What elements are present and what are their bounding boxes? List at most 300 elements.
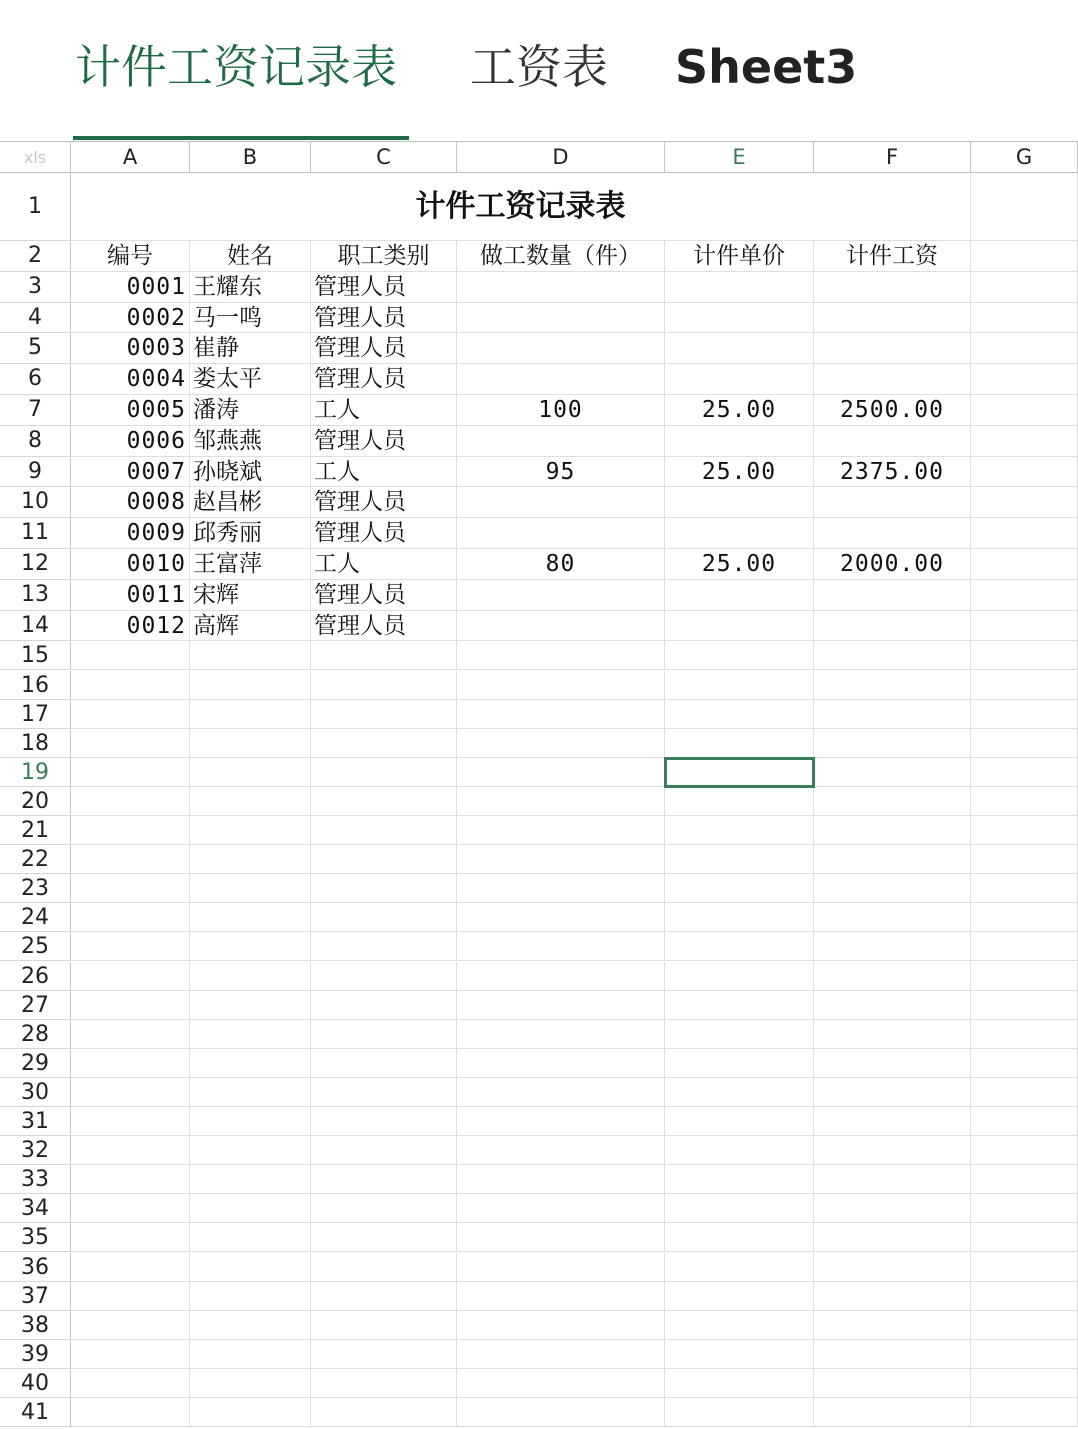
cell-g28[interactable] bbox=[971, 1020, 1078, 1049]
cell-e29[interactable] bbox=[665, 1049, 814, 1078]
row-header-28[interactable]: 28 bbox=[0, 1020, 71, 1049]
cell-d11[interactable] bbox=[457, 518, 665, 549]
cell-e11[interactable] bbox=[665, 518, 814, 549]
cell-g23[interactable] bbox=[971, 874, 1078, 903]
cell-c5[interactable]: 管理人员 bbox=[311, 333, 457, 364]
cell-b39[interactable] bbox=[190, 1340, 311, 1369]
cell-f35[interactable] bbox=[814, 1223, 971, 1252]
cell-g18[interactable] bbox=[971, 729, 1078, 758]
cell-f39[interactable] bbox=[814, 1340, 971, 1369]
row-header-15[interactable]: 15 bbox=[0, 641, 71, 670]
cell-c39[interactable] bbox=[311, 1340, 457, 1369]
cell-b35[interactable] bbox=[190, 1223, 311, 1252]
cell-g11[interactable] bbox=[971, 518, 1078, 549]
cell-a16[interactable] bbox=[71, 671, 190, 700]
cell-e39[interactable] bbox=[665, 1340, 814, 1369]
tab-sheet-2[interactable]: 工资表 bbox=[470, 40, 608, 94]
cell-a37[interactable] bbox=[71, 1282, 190, 1311]
cell-d27[interactable] bbox=[457, 991, 665, 1020]
cell-d28[interactable] bbox=[457, 1020, 665, 1049]
column-header-c[interactable]: C bbox=[311, 142, 457, 173]
cell-d25[interactable] bbox=[457, 932, 665, 961]
cell-d33[interactable] bbox=[457, 1165, 665, 1194]
cell-g5[interactable] bbox=[971, 333, 1078, 364]
cell-f36[interactable] bbox=[814, 1253, 971, 1282]
cell-e17[interactable] bbox=[665, 700, 814, 729]
tab-sheet-1[interactable]: 计件工资记录表 bbox=[75, 40, 397, 94]
cell-b12[interactable]: 王富萍 bbox=[190, 549, 311, 580]
cell-d30[interactable] bbox=[457, 1078, 665, 1107]
cell-e15[interactable] bbox=[665, 641, 814, 670]
cell-c15[interactable] bbox=[311, 641, 457, 670]
cell-a38[interactable] bbox=[71, 1311, 190, 1340]
cell-c14[interactable]: 管理人员 bbox=[311, 611, 457, 642]
cell-a31[interactable] bbox=[71, 1107, 190, 1136]
cell-e27[interactable] bbox=[665, 991, 814, 1020]
cell-d21[interactable] bbox=[457, 816, 665, 845]
cell-c27[interactable] bbox=[311, 991, 457, 1020]
cell-f28[interactable] bbox=[814, 1020, 971, 1049]
cell-g10[interactable] bbox=[971, 487, 1078, 518]
cell-c10[interactable]: 管理人员 bbox=[311, 487, 457, 518]
cell-c24[interactable] bbox=[311, 903, 457, 932]
cell-g1[interactable] bbox=[971, 173, 1078, 241]
cell-g3[interactable] bbox=[971, 272, 1078, 303]
cell-d7[interactable]: 100 bbox=[457, 395, 665, 426]
cell-d37[interactable] bbox=[457, 1282, 665, 1311]
cell-a40[interactable] bbox=[71, 1369, 190, 1398]
cell-f38[interactable] bbox=[814, 1311, 971, 1340]
row-header-1[interactable]: 1 bbox=[0, 173, 71, 241]
cell-b41[interactable] bbox=[190, 1398, 311, 1427]
row-header-33[interactable]: 33 bbox=[0, 1165, 71, 1194]
cell-e21[interactable] bbox=[665, 816, 814, 845]
cell-b31[interactable] bbox=[190, 1107, 311, 1136]
cell-g25[interactable] bbox=[971, 932, 1078, 961]
cell-a26[interactable] bbox=[71, 962, 190, 991]
cell-b17[interactable] bbox=[190, 700, 311, 729]
cell-g33[interactable] bbox=[971, 1165, 1078, 1194]
cell-a8[interactable]: 0006 bbox=[71, 426, 190, 457]
cell-f32[interactable] bbox=[814, 1136, 971, 1165]
cell-a19[interactable] bbox=[71, 758, 190, 787]
cell-f30[interactable] bbox=[814, 1078, 971, 1107]
cell-f8[interactable] bbox=[814, 426, 971, 457]
cell-e6[interactable] bbox=[665, 364, 814, 395]
cell-e7[interactable]: 25.00 bbox=[665, 395, 814, 426]
cell-f23[interactable] bbox=[814, 874, 971, 903]
cell-a11[interactable]: 0009 bbox=[71, 518, 190, 549]
row-header-24[interactable]: 24 bbox=[0, 903, 71, 932]
cell-c6[interactable]: 管理人员 bbox=[311, 364, 457, 395]
cell-f7[interactable]: 2500.00 bbox=[814, 395, 971, 426]
row-header-11[interactable]: 11 bbox=[0, 518, 71, 549]
cell-d19[interactable] bbox=[457, 758, 665, 787]
cell-g14[interactable] bbox=[971, 611, 1078, 642]
cell-a18[interactable] bbox=[71, 729, 190, 758]
cell-c19[interactable] bbox=[311, 758, 457, 787]
cell-a24[interactable] bbox=[71, 903, 190, 932]
cell-a4[interactable]: 0002 bbox=[71, 303, 190, 334]
cell-b5[interactable]: 崔静 bbox=[190, 333, 311, 364]
row-header-26[interactable]: 26 bbox=[0, 962, 71, 991]
cell-b34[interactable] bbox=[190, 1194, 311, 1223]
cell-a6[interactable]: 0004 bbox=[71, 364, 190, 395]
cell-c9[interactable]: 工人 bbox=[311, 457, 457, 488]
cell-c12[interactable]: 工人 bbox=[311, 549, 457, 580]
cell-f24[interactable] bbox=[814, 903, 971, 932]
cell-b28[interactable] bbox=[190, 1020, 311, 1049]
cell-c38[interactable] bbox=[311, 1311, 457, 1340]
cell-g29[interactable] bbox=[971, 1049, 1078, 1078]
cell-a7[interactable]: 0005 bbox=[71, 395, 190, 426]
cell-a21[interactable] bbox=[71, 816, 190, 845]
cell-g20[interactable] bbox=[971, 787, 1078, 816]
cell-c3[interactable]: 管理人员 bbox=[311, 272, 457, 303]
cell-c22[interactable] bbox=[311, 845, 457, 874]
cell-g40[interactable] bbox=[971, 1369, 1078, 1398]
cell-f15[interactable] bbox=[814, 641, 971, 670]
cell-g41[interactable] bbox=[971, 1398, 1078, 1427]
cell-c29[interactable] bbox=[311, 1049, 457, 1078]
cell-a41[interactable] bbox=[71, 1398, 190, 1427]
cell-g39[interactable] bbox=[971, 1340, 1078, 1369]
cell-a32[interactable] bbox=[71, 1136, 190, 1165]
cell-a20[interactable] bbox=[71, 787, 190, 816]
cell-c16[interactable] bbox=[311, 671, 457, 700]
cell-e23[interactable] bbox=[665, 874, 814, 903]
cell-a13[interactable]: 0011 bbox=[71, 580, 190, 611]
cell-f34[interactable] bbox=[814, 1194, 971, 1223]
cell-d12[interactable]: 80 bbox=[457, 549, 665, 580]
header-cell-b[interactable]: 姓名 bbox=[190, 241, 311, 272]
row-header-21[interactable]: 21 bbox=[0, 816, 71, 845]
cell-b3[interactable]: 王耀东 bbox=[190, 272, 311, 303]
cell-c23[interactable] bbox=[311, 874, 457, 903]
row-header-35[interactable]: 35 bbox=[0, 1223, 71, 1252]
cell-c34[interactable] bbox=[311, 1194, 457, 1223]
cell-a27[interactable] bbox=[71, 991, 190, 1020]
cell-d6[interactable] bbox=[457, 364, 665, 395]
active-cell-selection[interactable] bbox=[664, 757, 815, 788]
cell-f10[interactable] bbox=[814, 487, 971, 518]
cell-d31[interactable] bbox=[457, 1107, 665, 1136]
cell-g34[interactable] bbox=[971, 1194, 1078, 1223]
row-header-7[interactable]: 7 bbox=[0, 395, 71, 426]
cell-f17[interactable] bbox=[814, 700, 971, 729]
cell-d5[interactable] bbox=[457, 333, 665, 364]
cell-c8[interactable]: 管理人员 bbox=[311, 426, 457, 457]
cell-f40[interactable] bbox=[814, 1369, 971, 1398]
cell-e18[interactable] bbox=[665, 729, 814, 758]
cell-e22[interactable] bbox=[665, 845, 814, 874]
cell-a23[interactable] bbox=[71, 874, 190, 903]
cell-d10[interactable] bbox=[457, 487, 665, 518]
cell-e25[interactable] bbox=[665, 932, 814, 961]
cell-f33[interactable] bbox=[814, 1165, 971, 1194]
cell-a34[interactable] bbox=[71, 1194, 190, 1223]
header-cell-e[interactable]: 计件单价 bbox=[665, 241, 814, 272]
cell-g35[interactable] bbox=[971, 1223, 1078, 1252]
row-header-2[interactable]: 2 bbox=[0, 241, 71, 272]
cell-c11[interactable]: 管理人员 bbox=[311, 518, 457, 549]
cell-b11[interactable]: 邱秀丽 bbox=[190, 518, 311, 549]
cell-e26[interactable] bbox=[665, 962, 814, 991]
row-header-39[interactable]: 39 bbox=[0, 1340, 71, 1369]
cell-a9[interactable]: 0007 bbox=[71, 457, 190, 488]
cell-e24[interactable] bbox=[665, 903, 814, 932]
row-header-23[interactable]: 23 bbox=[0, 874, 71, 903]
cell-c35[interactable] bbox=[311, 1223, 457, 1252]
column-header-g[interactable]: G bbox=[971, 142, 1078, 173]
cell-a33[interactable] bbox=[71, 1165, 190, 1194]
cell-e4[interactable] bbox=[665, 303, 814, 334]
cell-b8[interactable]: 邹燕燕 bbox=[190, 426, 311, 457]
cell-e16[interactable] bbox=[665, 671, 814, 700]
cell-e13[interactable] bbox=[665, 580, 814, 611]
row-header-22[interactable]: 22 bbox=[0, 845, 71, 874]
cell-d13[interactable] bbox=[457, 580, 665, 611]
cell-g17[interactable] bbox=[971, 700, 1078, 729]
row-header-16[interactable]: 16 bbox=[0, 671, 71, 700]
cell-c37[interactable] bbox=[311, 1282, 457, 1311]
cell-d17[interactable] bbox=[457, 700, 665, 729]
cell-d26[interactable] bbox=[457, 962, 665, 991]
cell-g27[interactable] bbox=[971, 991, 1078, 1020]
cell-b18[interactable] bbox=[190, 729, 311, 758]
cell-g31[interactable] bbox=[971, 1107, 1078, 1136]
cell-c7[interactable]: 工人 bbox=[311, 395, 457, 426]
row-header-10[interactable]: 10 bbox=[0, 487, 71, 518]
cell-f26[interactable] bbox=[814, 962, 971, 991]
row-header-41[interactable]: 41 bbox=[0, 1398, 71, 1427]
cell-d18[interactable] bbox=[457, 729, 665, 758]
cell-a39[interactable] bbox=[71, 1340, 190, 1369]
cell-c13[interactable]: 管理人员 bbox=[311, 580, 457, 611]
cell-f21[interactable] bbox=[814, 816, 971, 845]
cell-b29[interactable] bbox=[190, 1049, 311, 1078]
cell-f25[interactable] bbox=[814, 932, 971, 961]
cell-c31[interactable] bbox=[311, 1107, 457, 1136]
cell-d9[interactable]: 95 bbox=[457, 457, 665, 488]
cell-d41[interactable] bbox=[457, 1398, 665, 1427]
row-header-29[interactable]: 29 bbox=[0, 1049, 71, 1078]
row-header-5[interactable]: 5 bbox=[0, 333, 71, 364]
cell-e3[interactable] bbox=[665, 272, 814, 303]
sheet-title-cell[interactable]: 计件工资记录表 bbox=[71, 173, 971, 241]
row-header-20[interactable]: 20 bbox=[0, 787, 71, 816]
cell-c41[interactable] bbox=[311, 1398, 457, 1427]
cell-e35[interactable] bbox=[665, 1223, 814, 1252]
cell-b6[interactable]: 娄太平 bbox=[190, 364, 311, 395]
cell-g21[interactable] bbox=[971, 816, 1078, 845]
cell-f6[interactable] bbox=[814, 364, 971, 395]
cell-g13[interactable] bbox=[971, 580, 1078, 611]
cell-c4[interactable]: 管理人员 bbox=[311, 303, 457, 334]
cell-f3[interactable] bbox=[814, 272, 971, 303]
cell-g9[interactable] bbox=[971, 457, 1078, 488]
column-header-e[interactable]: E bbox=[665, 142, 814, 173]
cell-e36[interactable] bbox=[665, 1253, 814, 1282]
row-header-31[interactable]: 31 bbox=[0, 1107, 71, 1136]
header-cell-d[interactable]: 做工数量（件） bbox=[457, 241, 665, 272]
cell-f12[interactable]: 2000.00 bbox=[814, 549, 971, 580]
row-header-9[interactable]: 9 bbox=[0, 457, 71, 488]
cell-d29[interactable] bbox=[457, 1049, 665, 1078]
cell-c20[interactable] bbox=[311, 787, 457, 816]
cell-g19[interactable] bbox=[971, 758, 1078, 787]
row-header-14[interactable]: 14 bbox=[0, 611, 71, 642]
cell-b22[interactable] bbox=[190, 845, 311, 874]
row-header-40[interactable]: 40 bbox=[0, 1369, 71, 1398]
cell-d36[interactable] bbox=[457, 1253, 665, 1282]
cell-c18[interactable] bbox=[311, 729, 457, 758]
cell-d34[interactable] bbox=[457, 1194, 665, 1223]
cell-e14[interactable] bbox=[665, 611, 814, 642]
row-header-27[interactable]: 27 bbox=[0, 991, 71, 1020]
cell-c40[interactable] bbox=[311, 1369, 457, 1398]
cell-d24[interactable] bbox=[457, 903, 665, 932]
cell-g15[interactable] bbox=[971, 641, 1078, 670]
cell-g22[interactable] bbox=[971, 845, 1078, 874]
cell-b20[interactable] bbox=[190, 787, 311, 816]
cell-e41[interactable] bbox=[665, 1398, 814, 1427]
cell-g24[interactable] bbox=[971, 903, 1078, 932]
cell-c17[interactable] bbox=[311, 700, 457, 729]
cell-a3[interactable]: 0001 bbox=[71, 272, 190, 303]
cell-g16[interactable] bbox=[971, 671, 1078, 700]
cell-f22[interactable] bbox=[814, 845, 971, 874]
cell-a17[interactable] bbox=[71, 700, 190, 729]
cell-a10[interactable]: 0008 bbox=[71, 487, 190, 518]
row-header-30[interactable]: 30 bbox=[0, 1078, 71, 1107]
cell-e10[interactable] bbox=[665, 487, 814, 518]
header-cell-a[interactable]: 编号 bbox=[71, 241, 190, 272]
cell-d4[interactable] bbox=[457, 303, 665, 334]
cell-d23[interactable] bbox=[457, 874, 665, 903]
cell-d38[interactable] bbox=[457, 1311, 665, 1340]
cell-c33[interactable] bbox=[311, 1165, 457, 1194]
cell-c26[interactable] bbox=[311, 962, 457, 991]
cell-e12[interactable]: 25.00 bbox=[665, 549, 814, 580]
cell-a12[interactable]: 0010 bbox=[71, 549, 190, 580]
cell-f11[interactable] bbox=[814, 518, 971, 549]
cell-f27[interactable] bbox=[814, 991, 971, 1020]
cell-b13[interactable]: 宋辉 bbox=[190, 580, 311, 611]
cell-b38[interactable] bbox=[190, 1311, 311, 1340]
cell-f13[interactable] bbox=[814, 580, 971, 611]
cell-g32[interactable] bbox=[971, 1136, 1078, 1165]
tab-sheet-3[interactable]: Sheet3 bbox=[675, 40, 858, 94]
column-header-b[interactable]: B bbox=[190, 142, 311, 173]
cell-d15[interactable] bbox=[457, 641, 665, 670]
cell-e30[interactable] bbox=[665, 1078, 814, 1107]
cell-f4[interactable] bbox=[814, 303, 971, 334]
column-header-a[interactable]: A bbox=[71, 142, 190, 173]
cell-b10[interactable]: 赵昌彬 bbox=[190, 487, 311, 518]
cell-e20[interactable] bbox=[665, 787, 814, 816]
cell-f19[interactable] bbox=[814, 758, 971, 787]
cell-g7[interactable] bbox=[971, 395, 1078, 426]
cell-f14[interactable] bbox=[814, 611, 971, 642]
column-header-f[interactable]: F bbox=[814, 142, 971, 173]
cell-b23[interactable] bbox=[190, 874, 311, 903]
cell-b26[interactable] bbox=[190, 962, 311, 991]
cell-g12[interactable] bbox=[971, 549, 1078, 580]
cell-b25[interactable] bbox=[190, 932, 311, 961]
cell-e38[interactable] bbox=[665, 1311, 814, 1340]
header-cell-c[interactable]: 职工类别 bbox=[311, 241, 457, 272]
cell-g8[interactable] bbox=[971, 426, 1078, 457]
cell-e34[interactable] bbox=[665, 1194, 814, 1223]
cell-c28[interactable] bbox=[311, 1020, 457, 1049]
row-header-34[interactable]: 34 bbox=[0, 1194, 71, 1223]
row-header-6[interactable]: 6 bbox=[0, 364, 71, 395]
row-header-32[interactable]: 32 bbox=[0, 1136, 71, 1165]
header-cell-f[interactable]: 计件工资 bbox=[814, 241, 971, 272]
cell-c25[interactable] bbox=[311, 932, 457, 961]
cell-d16[interactable] bbox=[457, 671, 665, 700]
row-header-36[interactable]: 36 bbox=[0, 1253, 71, 1282]
cell-c30[interactable] bbox=[311, 1078, 457, 1107]
cell-d35[interactable] bbox=[457, 1223, 665, 1252]
cell-g4[interactable] bbox=[971, 303, 1078, 334]
cell-b24[interactable] bbox=[190, 903, 311, 932]
cell-b33[interactable] bbox=[190, 1165, 311, 1194]
cell-a25[interactable] bbox=[71, 932, 190, 961]
cell-c36[interactable] bbox=[311, 1253, 457, 1282]
cell-e28[interactable] bbox=[665, 1020, 814, 1049]
cell-a28[interactable] bbox=[71, 1020, 190, 1049]
cell-e5[interactable] bbox=[665, 333, 814, 364]
row-header-8[interactable]: 8 bbox=[0, 426, 71, 457]
cell-e32[interactable] bbox=[665, 1136, 814, 1165]
cell-b37[interactable] bbox=[190, 1282, 311, 1311]
cell-d39[interactable] bbox=[457, 1340, 665, 1369]
cell-d14[interactable] bbox=[457, 611, 665, 642]
cell-e40[interactable] bbox=[665, 1369, 814, 1398]
row-header-18[interactable]: 18 bbox=[0, 729, 71, 758]
cell-g26[interactable] bbox=[971, 962, 1078, 991]
cell-d40[interactable] bbox=[457, 1369, 665, 1398]
cell-b7[interactable]: 潘涛 bbox=[190, 395, 311, 426]
cell-a29[interactable] bbox=[71, 1049, 190, 1078]
cell-d3[interactable] bbox=[457, 272, 665, 303]
cell-b36[interactable] bbox=[190, 1253, 311, 1282]
cell-f37[interactable] bbox=[814, 1282, 971, 1311]
cell-f16[interactable] bbox=[814, 671, 971, 700]
cell-e37[interactable] bbox=[665, 1282, 814, 1311]
row-header-13[interactable]: 13 bbox=[0, 580, 71, 611]
row-header-17[interactable]: 17 bbox=[0, 700, 71, 729]
cell-e31[interactable] bbox=[665, 1107, 814, 1136]
cell-g37[interactable] bbox=[971, 1282, 1078, 1311]
cell-g6[interactable] bbox=[971, 364, 1078, 395]
cell-f18[interactable] bbox=[814, 729, 971, 758]
cell-b32[interactable] bbox=[190, 1136, 311, 1165]
row-header-37[interactable]: 37 bbox=[0, 1282, 71, 1311]
cell-a5[interactable]: 0003 bbox=[71, 333, 190, 364]
column-header-d[interactable]: D bbox=[457, 142, 665, 173]
cell-f31[interactable] bbox=[814, 1107, 971, 1136]
cell-b16[interactable] bbox=[190, 671, 311, 700]
cell-c21[interactable] bbox=[311, 816, 457, 845]
row-header-38[interactable]: 38 bbox=[0, 1311, 71, 1340]
cell-e8[interactable] bbox=[665, 426, 814, 457]
row-header-3[interactable]: 3 bbox=[0, 272, 71, 303]
cell-b27[interactable] bbox=[190, 991, 311, 1020]
cell-b9[interactable]: 孙晓斌 bbox=[190, 457, 311, 488]
